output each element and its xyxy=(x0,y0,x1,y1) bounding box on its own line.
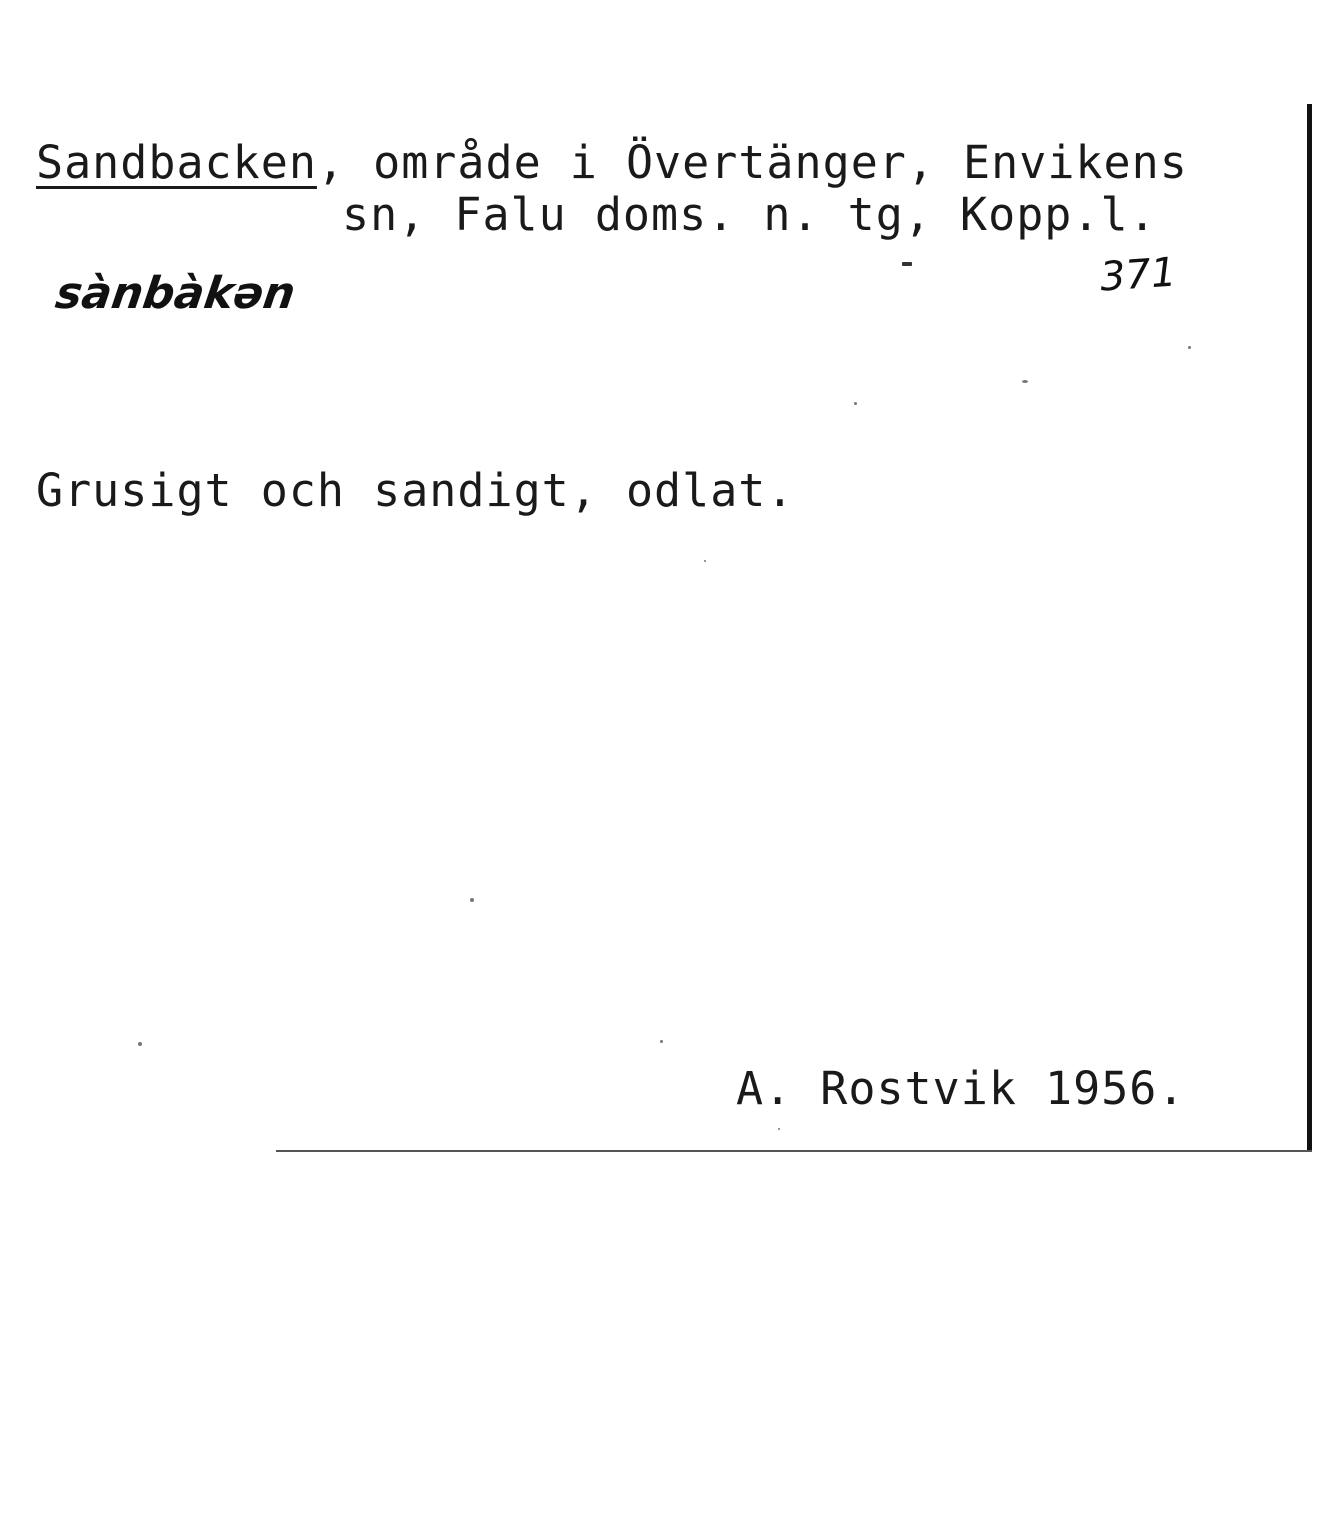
card-right-edge xyxy=(1307,104,1312,1150)
scan-speck xyxy=(1188,346,1191,349)
scan-speck xyxy=(854,402,857,405)
entry-line-2: sn, Falu doms. n. tg, Kopp.l. xyxy=(342,188,1157,241)
scan-speck xyxy=(704,560,706,562)
headword: Sandbacken xyxy=(36,136,317,189)
handwritten-card-number: 371 xyxy=(1098,249,1178,301)
description-text: Grusigt och sandigt, odlat. xyxy=(36,464,795,517)
scan-speck xyxy=(138,1042,142,1046)
handwritten-pronunciation: sànbàkən xyxy=(52,268,299,319)
entry-line-1 xyxy=(36,136,1188,189)
scan-speck xyxy=(902,262,912,266)
entry-location: , område i Övertänger, Envikens xyxy=(316,136,1188,189)
signature: A. Rostvik 1956. xyxy=(736,1062,1186,1115)
scan-speck xyxy=(778,1128,780,1130)
scan-speck xyxy=(470,898,474,902)
scan-speck xyxy=(1022,380,1028,383)
scan-speck xyxy=(660,1040,663,1043)
card-bottom-edge xyxy=(276,1150,1312,1152)
